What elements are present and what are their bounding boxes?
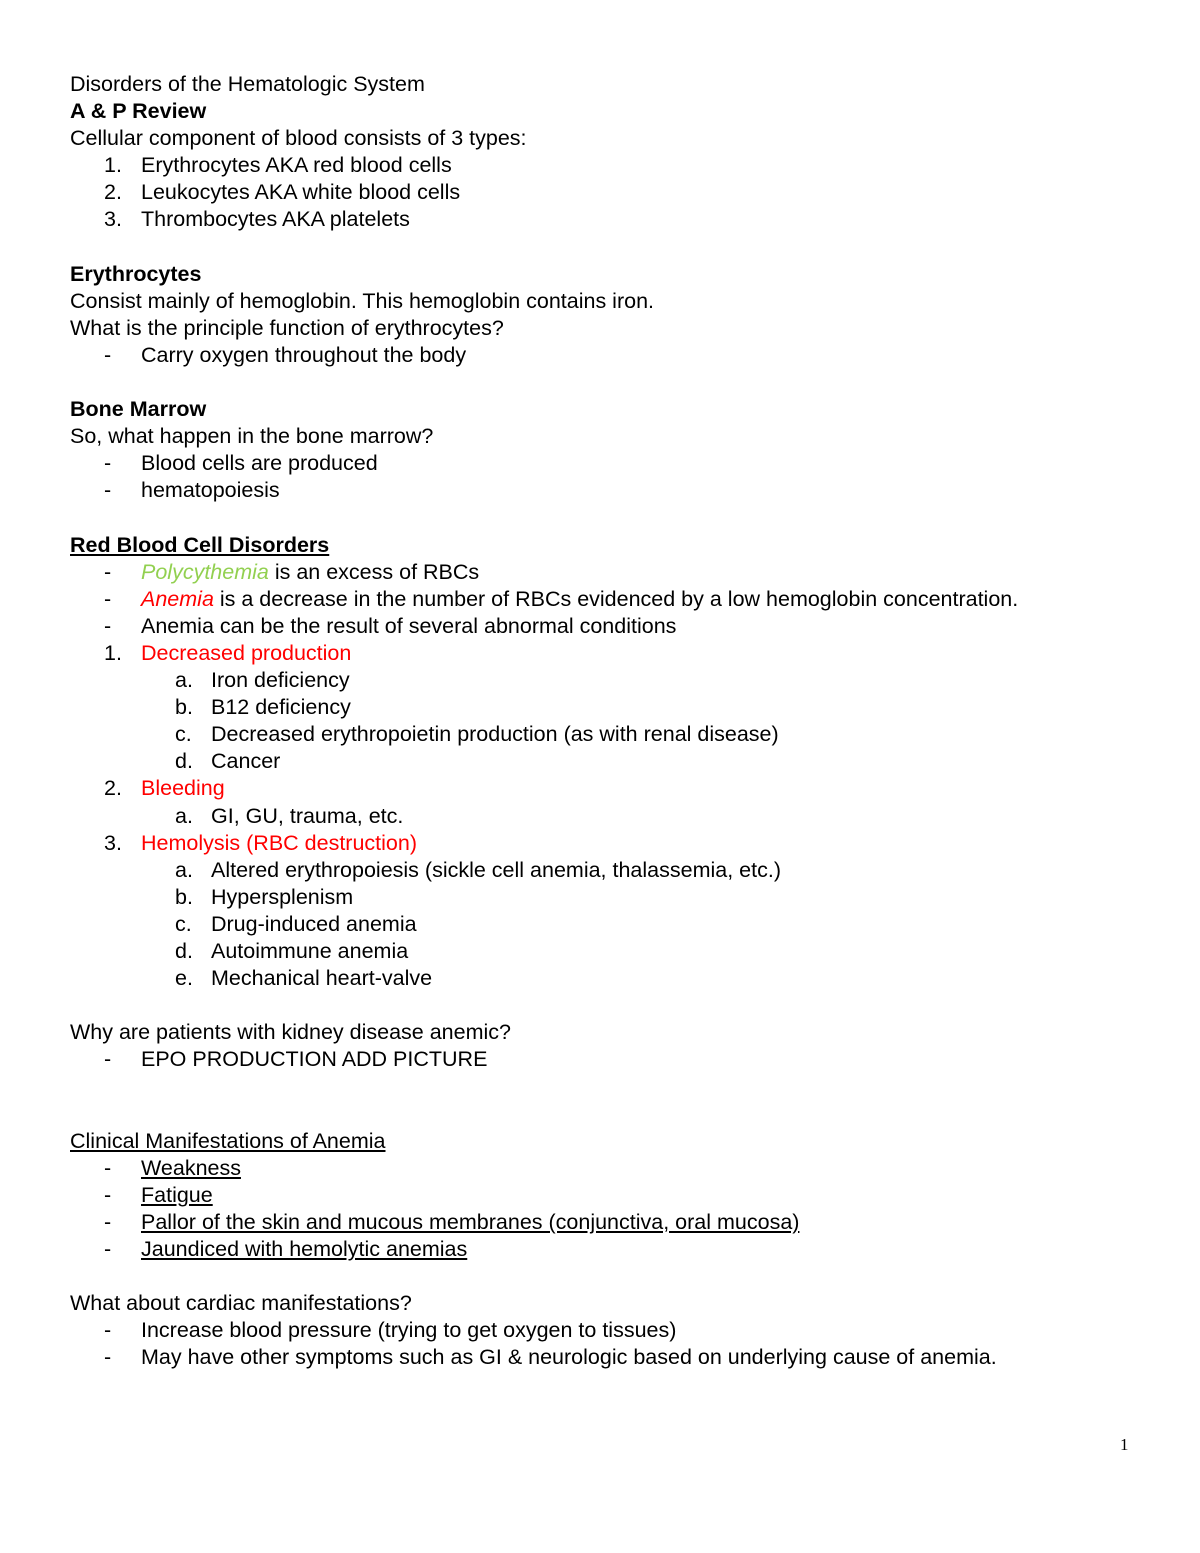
dash-marker: - xyxy=(104,1209,112,1234)
dash-marker: - xyxy=(104,342,112,367)
erythrocytes-question: What is the principle function of erythrocytes? xyxy=(70,315,504,340)
sub-marker: a. xyxy=(175,857,193,882)
list-item-text: Thrombocytes AKA platelets xyxy=(141,207,410,232)
cause-item xyxy=(70,775,1140,802)
list-item xyxy=(70,206,1140,233)
list-item-text: May have other symptoms such as GI & neurologic based on underlying cause of anemia. xyxy=(141,1345,997,1370)
dash-marker: - xyxy=(104,613,112,638)
list-item xyxy=(70,1317,1140,1344)
sub-marker: d. xyxy=(175,939,193,963)
sub-item xyxy=(70,748,1140,775)
sub-marker: d. xyxy=(175,749,193,774)
list-marker: 3. xyxy=(104,207,122,232)
list-item-text: Anemia can be the result of several abnormal conditions xyxy=(141,613,677,638)
dash-marker: - xyxy=(104,1182,112,1207)
sub-item xyxy=(70,694,1140,721)
list-marker: 2. xyxy=(104,180,122,205)
sub-item-text: Hypersplenism xyxy=(211,884,354,909)
anemia-definition: is a decrease in the number of RBCs evidenced by a low hemoglobin concentration. xyxy=(213,586,1019,611)
sub-marker: b. xyxy=(175,884,193,909)
clinical-heading: Clinical Manifestations of Anemia xyxy=(70,1128,386,1153)
polycythemia-term: Polycythemia xyxy=(141,559,269,584)
document-page xyxy=(70,71,1140,1372)
spacer xyxy=(70,369,1140,396)
sub-marker: a. xyxy=(175,803,193,828)
list-marker: 3. xyxy=(104,830,122,855)
sub-item-text: Altered erythropoiesis (sickle cell anemia, thalassemia, etc.) xyxy=(211,857,781,882)
list-item xyxy=(70,1182,1140,1209)
ap-review-heading: A & P Review xyxy=(70,99,207,124)
spacer xyxy=(70,234,1140,261)
spacer xyxy=(70,505,1140,532)
list-item-text: Leukocytes AKA white blood cells xyxy=(141,180,461,205)
list-item-text: EPO PRODUCTION ADD PICTURE xyxy=(141,1047,488,1072)
sub-item xyxy=(70,938,1140,965)
anemia-term: Anemia xyxy=(141,586,214,611)
cause-item xyxy=(70,640,1140,667)
dash-marker: - xyxy=(104,1237,112,1262)
list-item xyxy=(70,586,1140,613)
list-item-text: hematopoiesis xyxy=(141,478,280,503)
list-item-text: Jaundiced with hemolytic anemias xyxy=(141,1237,468,1262)
list-item-text: Blood cells are produced xyxy=(141,451,378,476)
dash-marker: - xyxy=(104,1155,112,1180)
spacer xyxy=(70,1073,1140,1127)
bone-marrow-question: So, what happen in the bone marrow? xyxy=(70,424,434,449)
ap-review-intro: Cellular component of blood consists of 3 types: xyxy=(70,126,527,151)
list-marker: 1. xyxy=(104,640,122,665)
sub-marker: c. xyxy=(175,911,192,936)
sub-item xyxy=(70,857,1140,884)
polycythemia-definition: is an excess of RBCs xyxy=(268,559,480,584)
erythrocytes-heading: Erythrocytes xyxy=(70,261,202,286)
dash-marker: - xyxy=(104,586,112,611)
list-item-text: Erythrocytes AKA red blood cells xyxy=(141,153,452,178)
list-marker: 2. xyxy=(104,776,122,801)
bone-marrow-heading: Bone Marrow xyxy=(70,397,207,422)
sub-item-text: Cancer xyxy=(211,749,281,774)
rbc-disorders-heading: Red Blood Cell Disorders xyxy=(70,532,330,557)
list-item xyxy=(70,152,1140,179)
list-item xyxy=(70,450,1140,477)
list-item-text: Increase blood pressure (trying to get oxygen to tissues) xyxy=(141,1318,677,1343)
sub-item xyxy=(70,911,1140,938)
sub-item-text: GI, GU, trauma, etc. xyxy=(211,803,404,828)
cause-item xyxy=(70,830,1140,857)
list-marker: 1. xyxy=(104,153,122,178)
sub-item-text: Decreased erythropoietin production (as with renal disease) xyxy=(211,722,779,747)
list-item xyxy=(70,559,1140,586)
page-number: 1 xyxy=(1120,1435,1129,1454)
list-item xyxy=(70,179,1140,206)
document-title: Disorders of the Hematologic System xyxy=(70,72,425,96)
sub-item-text: Autoimmune anemia xyxy=(211,939,409,963)
sub-marker: b. xyxy=(175,695,193,720)
sub-marker: c. xyxy=(175,722,192,747)
kidney-question: Why are patients with kidney disease anemic? xyxy=(70,1020,511,1045)
sub-item-text: Mechanical heart-valve xyxy=(211,966,433,991)
list-item xyxy=(70,1236,1140,1263)
spacer xyxy=(70,992,1140,1019)
dash-marker: - xyxy=(104,1345,112,1370)
dash-marker: - xyxy=(104,451,112,476)
list-item xyxy=(70,1209,1140,1236)
sub-item xyxy=(70,965,1140,992)
dash-marker: - xyxy=(104,1318,112,1343)
sub-item xyxy=(70,803,1140,830)
list-item xyxy=(70,477,1140,504)
sub-item xyxy=(70,884,1140,911)
list-item-text: Weakness xyxy=(141,1155,241,1180)
cause-label: Bleeding xyxy=(141,776,225,801)
spacer xyxy=(70,1263,1140,1290)
list-item xyxy=(70,1344,1140,1371)
list-item xyxy=(70,1046,1140,1073)
cardiac-question: What about cardiac manifestations? xyxy=(70,1291,412,1316)
list-item xyxy=(70,613,1140,640)
sub-item xyxy=(70,721,1140,748)
sub-item-text: Drug-induced anemia xyxy=(211,911,417,936)
sub-marker: e. xyxy=(175,966,193,991)
sub-item xyxy=(70,667,1140,694)
cause-label: Hemolysis (RBC destruction) xyxy=(141,830,417,855)
dash-marker: - xyxy=(104,478,112,503)
list-item xyxy=(70,342,1140,369)
sub-item-text: Iron deficiency xyxy=(211,668,350,693)
list-item-text: Carry oxygen throughout the body xyxy=(141,342,467,367)
dash-marker: - xyxy=(104,559,112,584)
cause-label: Decreased production xyxy=(141,640,352,665)
sub-marker: a. xyxy=(175,668,193,693)
sub-item-text: B12 deficiency xyxy=(211,695,351,720)
list-item xyxy=(70,1155,1140,1182)
dash-marker: - xyxy=(104,1047,112,1072)
list-item-text: Pallor of the skin and mucous membranes (conjunctiva, oral mucosa) xyxy=(141,1209,800,1234)
list-item-text: Fatigue xyxy=(141,1182,213,1207)
erythrocytes-line: Consist mainly of hemoglobin. This hemoglobin contains iron. xyxy=(70,288,654,313)
